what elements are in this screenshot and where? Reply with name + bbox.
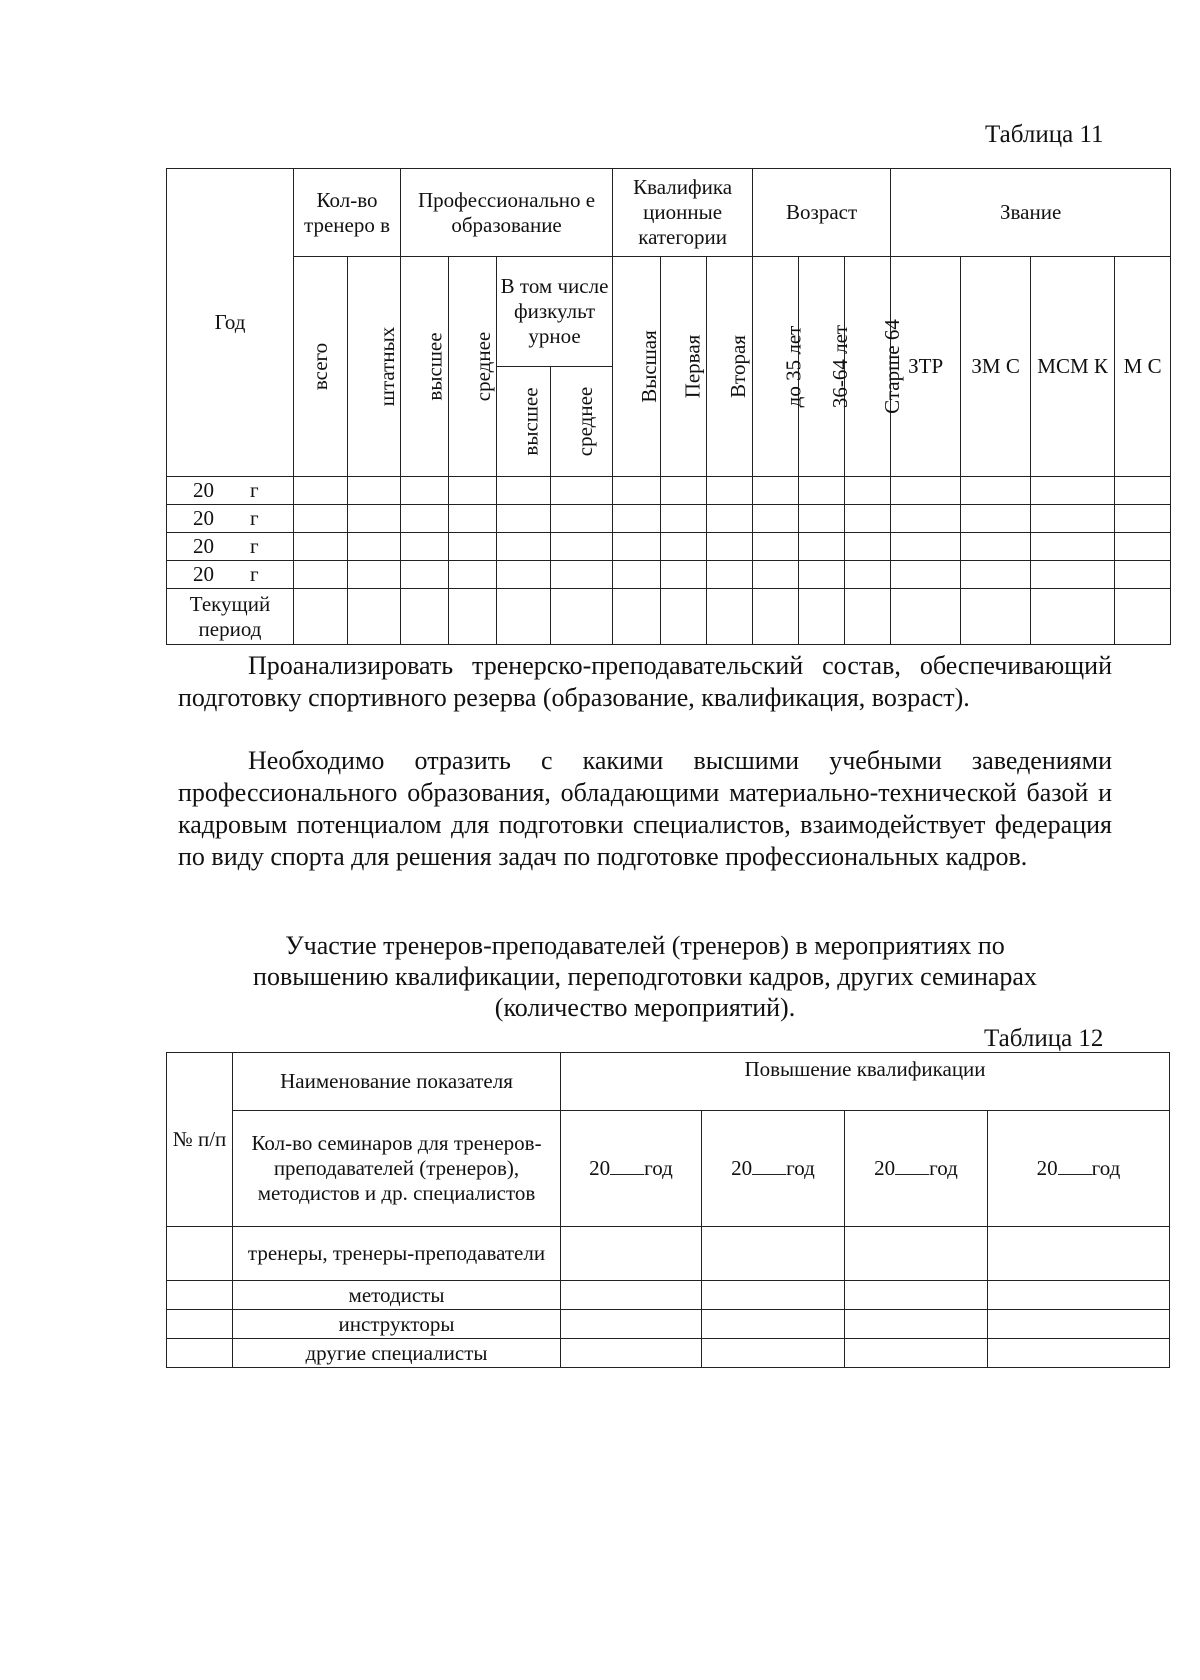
table12 xyxy=(166,1052,1170,1368)
year-cell: 20 г xyxy=(167,533,294,561)
col-do35: до 35 лет xyxy=(753,257,799,477)
year-cell: 20 год xyxy=(988,1111,1170,1227)
col-pervaya: Первая xyxy=(661,257,707,477)
table11-caption: Таблица 11 xyxy=(985,121,1104,148)
col-ztr: ЗТР xyxy=(891,257,961,477)
col-ms: М С xyxy=(1115,257,1171,477)
header-zvanie: Звание xyxy=(891,169,1171,257)
section-heading: Участие тренеров-преподавателей (тренеров) в мероприятиях по повышению квалификации, переподготовки кадров, других семинарах (количество мероприятий). xyxy=(253,931,1037,1022)
current-period-cell: Текущий период xyxy=(167,589,294,645)
header-kolvo: Кол-во тренеро в xyxy=(294,169,401,257)
year-cell: 20 год xyxy=(561,1111,702,1227)
table11 xyxy=(166,168,1171,645)
col-starshe64: Старше 64 xyxy=(845,257,891,477)
table-row xyxy=(167,1227,1170,1281)
table-row xyxy=(167,505,1171,533)
col-vsego: всего xyxy=(294,257,348,477)
header-prof: Профессионально е образование xyxy=(401,169,613,257)
col-vysshee: высшее xyxy=(401,257,449,477)
header-povyshenie: Повышение квалификации xyxy=(561,1053,1170,1111)
col-shtatnyh: штатных xyxy=(348,257,401,477)
table-row xyxy=(167,1281,1170,1310)
row-label: тренеры, тренеры-преподаватели xyxy=(233,1227,561,1281)
table-row xyxy=(167,477,1171,505)
table12-caption: Таблица 12 xyxy=(984,1025,1104,1052)
year-cell: 20 год xyxy=(845,1111,988,1227)
col-vtoraya: Вторая xyxy=(707,257,753,477)
col-srednee: среднее xyxy=(449,257,497,477)
table-row xyxy=(167,589,1171,645)
header-kolvo-seminarov: Кол-во семинаров для тренеров-преподавателей (тренеров), методистов и др. специалистов xyxy=(233,1111,561,1227)
row-label: методисты xyxy=(233,1281,561,1310)
table-row xyxy=(167,561,1171,589)
year-cell: 20 г xyxy=(167,477,294,505)
paragraph-analyze: Проанализировать тренерско-преподавательский состав, обеспечивающий подготовку спортивного резерва (образование, квалификация, возраст). xyxy=(178,651,1112,712)
col-msmk: МСМ К xyxy=(1031,257,1115,477)
row-label: инструкторы xyxy=(233,1310,561,1339)
year-cell: 20 год xyxy=(702,1111,845,1227)
year-cell: 20 г xyxy=(167,505,294,533)
col-fk-srednee: среднее xyxy=(551,367,613,477)
col-36-64: 36-64 лет xyxy=(799,257,845,477)
paragraph-universities: Необходимо отразить с какими высшими учебными заведениями профессионального образования, обладающими материально-технической базой и кадровым потенциалом для подготовки специалистов, взаимодействует федерация по виду спорта для решения задач по подготовке профессиональных кадров. xyxy=(178,746,1112,871)
table-row xyxy=(167,533,1171,561)
col-fk-vysshee: высшее xyxy=(497,367,551,477)
header-god: Год xyxy=(167,169,294,477)
col-vysshaya: Высшая xyxy=(613,257,661,477)
header-kval: Квалифика ционные категории xyxy=(613,169,753,257)
table-row xyxy=(167,1310,1170,1339)
header-num: № п/п xyxy=(167,1053,233,1227)
header-v-tom-chisle: В том числе физкульт урное xyxy=(497,257,613,367)
header-name: Наименование показателя xyxy=(233,1053,561,1111)
col-zms: ЗМ С xyxy=(961,257,1031,477)
table-row xyxy=(167,1339,1170,1368)
year-cell: 20 г xyxy=(167,561,294,589)
row-label: другие специалисты xyxy=(233,1339,561,1368)
header-vozrast: Возраст xyxy=(753,169,891,257)
